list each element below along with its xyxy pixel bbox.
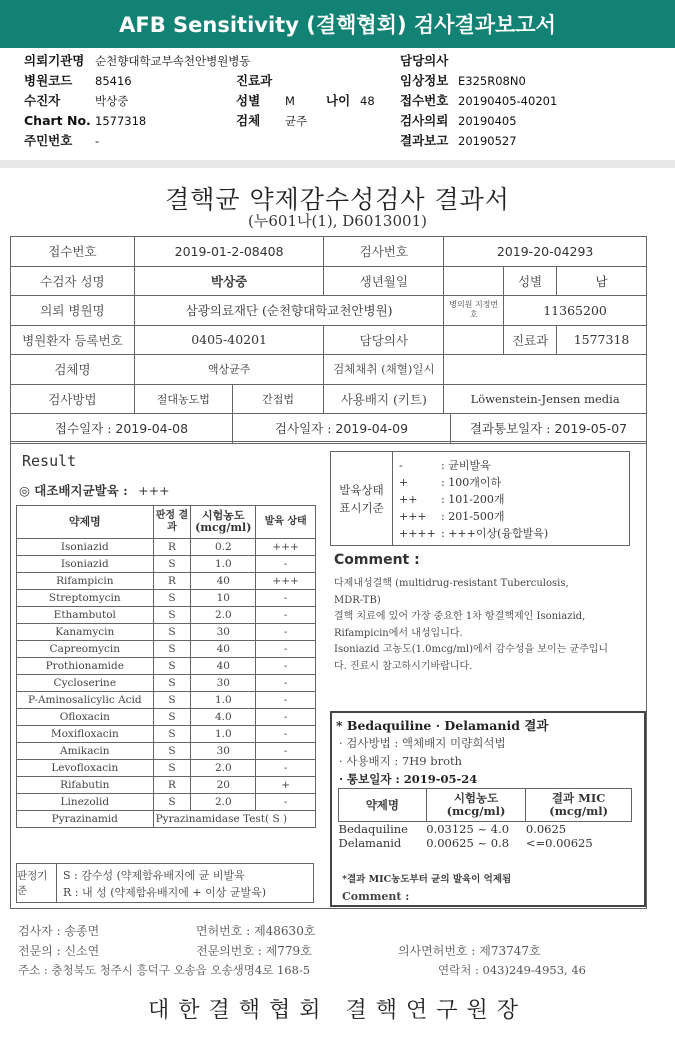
- drug-row: [17, 760, 316, 777]
- drug-conc: 40: [191, 641, 256, 658]
- receipt-value: 20190405-40201: [458, 94, 558, 108]
- notify-date-label: 결과통보일자 :: [469, 421, 551, 436]
- patient-label: 수진자: [24, 93, 61, 108]
- control-label: ◎ 대조배지균발육 :: [19, 483, 128, 498]
- bd-date: · 통보일자 : 2019-05-24: [339, 772, 478, 786]
- drug-name: Rifabutin: [17, 777, 154, 794]
- receipt-no-label: 접수번호: [11, 237, 135, 267]
- drug-conc: 40: [191, 573, 256, 590]
- drug-row: [17, 777, 316, 794]
- drug-name: Linezolid: [17, 794, 154, 811]
- comment-line: 다. 진료시 참고하시기바랍니다.: [334, 660, 473, 672]
- drug-result: S: [153, 760, 191, 777]
- drug-growth: -: [256, 607, 316, 624]
- drug-result: S: [153, 556, 191, 573]
- drug-row: [17, 624, 316, 641]
- control-growth: [19, 481, 170, 499]
- bd-row: [339, 822, 632, 837]
- legend-item: [399, 474, 548, 491]
- name-label: 수검자 성명: [11, 266, 135, 296]
- designated-no: 11365200: [504, 296, 647, 326]
- doc-title: 결핵균 약제감수성검사 결과서: [165, 185, 510, 214]
- spec-label: 전문의 :: [18, 944, 61, 958]
- drug-conc: 10: [191, 590, 256, 607]
- spec-no-label: 전문의번호 :: [196, 944, 262, 958]
- growth-legend: [330, 451, 630, 546]
- drug-conc: 1.0: [191, 692, 256, 709]
- info-row: [11, 296, 647, 326]
- tel-line: [438, 962, 586, 978]
- judge-col-header: 판정 결과: [153, 506, 191, 539]
- bd-mic-header: 결과 MIC (mcg/ml): [526, 789, 632, 822]
- clinical-label: 임상정보: [400, 73, 449, 88]
- drug-conc: 1.0: [191, 726, 256, 743]
- spec-line: [18, 942, 99, 959]
- recv-date-label: 접수일자 :: [54, 421, 112, 436]
- info-row: [11, 325, 647, 355]
- result-label: Result: [22, 452, 77, 470]
- drug-conc: 2.0: [191, 607, 256, 624]
- drug-name: Prothionamide: [17, 658, 154, 675]
- bd-table: [338, 788, 632, 850]
- judge-r: R : 내 성 (약제함유배지에 + 이상 균발육): [63, 886, 267, 899]
- drug-name: Rifampicin: [17, 573, 154, 590]
- tester-label: 검사자 :: [18, 924, 61, 938]
- drug-growth: -: [256, 624, 316, 641]
- doc-lic-line: [398, 942, 541, 959]
- drug-row: [17, 556, 316, 573]
- id-label: 주민번호: [24, 133, 73, 148]
- comment-text: [334, 576, 639, 675]
- spec: 신소연: [64, 944, 100, 958]
- pza-value: Pyrazinamidase Test( S ): [153, 811, 315, 828]
- doc-doctor-label: 담당의사: [324, 325, 444, 355]
- test-no-label: 검사번호: [324, 237, 444, 267]
- drug-conc: 2.0: [191, 760, 256, 777]
- drug-table-body: [17, 539, 316, 811]
- drug-growth: -: [256, 692, 316, 709]
- patient-name: 박상중: [134, 266, 323, 296]
- bd-title: * Bedaquiline · Delamanid 결과: [336, 718, 549, 733]
- bd-drug: Delamanid: [338, 836, 402, 850]
- drug-result: S: [153, 675, 191, 692]
- drug-growth: -: [256, 726, 316, 743]
- receipt-label: 접수번호: [400, 93, 449, 108]
- doc-specimen-label: 검체명: [11, 355, 135, 385]
- patient-value: 박상중: [95, 94, 129, 108]
- drug-name: Moxifloxacin: [17, 726, 154, 743]
- lic: 제48630호: [254, 924, 316, 938]
- doc-lic: 제73747호: [479, 944, 541, 958]
- hospital-name: 삼광의료재단 (순천향대학교천안병원): [134, 296, 443, 326]
- drug-row: [17, 709, 316, 726]
- designated-label: 병의원 지정번호: [444, 296, 504, 326]
- drug-conc: 30: [191, 743, 256, 760]
- id-value: -: [95, 134, 100, 148]
- judge-s: S : 감수성 (약제함유배지에 균 비발육: [63, 869, 245, 882]
- growth-col-header: 발육 상태: [256, 506, 316, 539]
- drug-row: [17, 607, 316, 624]
- drug-row: [17, 641, 316, 658]
- legend-desc: : 100개이하: [441, 476, 502, 489]
- legend-list: [399, 457, 548, 542]
- organization-name: 대한결핵협회 결핵연구원장: [147, 998, 528, 1023]
- report-value: 20190527: [458, 134, 517, 148]
- drug-growth: +++: [256, 539, 316, 556]
- info-row: [11, 384, 647, 414]
- bd-drug: Bedaquiline: [338, 822, 408, 836]
- collect-label: 검체채취 (채혈)일시: [324, 355, 444, 385]
- drug-name: Amikacin: [17, 743, 154, 760]
- pza-row: [17, 811, 316, 828]
- legend-desc: : 201-500개: [441, 510, 505, 523]
- drug-name: Cycloserine: [17, 675, 154, 692]
- drug-growth: -: [256, 675, 316, 692]
- drug-row: [17, 675, 316, 692]
- header-row-1: [24, 52, 664, 70]
- legend-desc: : 균비발육: [441, 459, 491, 472]
- addr-label: 주소 :: [18, 963, 48, 977]
- legend-desc: : +++이상(융합발육): [441, 527, 549, 540]
- bd-conc: 0.03125 ~ 4.0: [426, 822, 510, 836]
- drug-conc: 30: [191, 624, 256, 641]
- code-label: 병원코드: [24, 73, 73, 88]
- drug-growth: +++: [256, 573, 316, 590]
- drug-col-header: 약제명: [17, 506, 154, 539]
- drug-name: Levofloxacin: [17, 760, 154, 777]
- drug-conc: 4.0: [191, 709, 256, 726]
- drug-row: [17, 539, 316, 556]
- bd-drug-header: 약제명: [339, 789, 427, 822]
- drug-result: S: [153, 726, 191, 743]
- drug-result: S: [153, 692, 191, 709]
- specimen-value: 균주: [285, 114, 308, 128]
- dept-label: 진료과: [236, 73, 273, 88]
- sex-label: 성별: [236, 93, 261, 108]
- doc-specimen: 액상균주: [134, 355, 323, 385]
- drug-growth: -: [256, 760, 316, 777]
- bd-note: *결과 MIC농도부터 균의 발육이 억제됨: [342, 874, 512, 885]
- test-date: 2019-04-09: [335, 421, 409, 436]
- method-label: 검사방법: [11, 384, 135, 414]
- drug-row: [17, 743, 316, 760]
- bd-table-body: [339, 822, 632, 851]
- bd-method: · 검사방법 : 액체배지 미량희석법: [339, 736, 506, 750]
- age-value: 48: [360, 94, 375, 108]
- drug-growth: -: [256, 556, 316, 573]
- lic-line: [196, 922, 315, 939]
- drug-result: S: [153, 743, 191, 760]
- specimen-label: 검체: [236, 113, 261, 128]
- header-row-3: [24, 92, 664, 110]
- bd-comment: Comment :: [342, 890, 410, 903]
- bd-info: [339, 734, 506, 788]
- scanned-result-document: [0, 168, 675, 1040]
- hospital-label: 의뢰 병원명: [11, 296, 135, 326]
- request-label: 검사의뢰: [400, 113, 449, 128]
- doc-doctor-value: [444, 325, 504, 355]
- header-row-5: [24, 132, 664, 150]
- comment-line: 다제내성결핵 (multidrug-resistant Tuberculosis,: [334, 578, 569, 589]
- report-title: AFB Sensitivity (결핵협회) 검사결과보고서: [119, 13, 556, 37]
- legend-symbol: ++++: [399, 527, 436, 540]
- drug-result: S: [153, 607, 191, 624]
- info-row: [11, 414, 647, 444]
- drug-row: [17, 726, 316, 743]
- birth-label: 생년월일: [324, 266, 444, 296]
- drug-result: R: [153, 777, 191, 794]
- comment-label: Comment :: [334, 552, 420, 568]
- drug-row: [17, 590, 316, 607]
- patient-info-table: [10, 236, 647, 444]
- drug-result: S: [153, 590, 191, 607]
- drug-result: S: [153, 641, 191, 658]
- info-row: [11, 355, 647, 385]
- drug-conc: 0.2: [191, 539, 256, 556]
- judgment-criteria: [16, 863, 314, 903]
- info-row: [11, 266, 647, 296]
- report-label: 결과보고: [400, 133, 449, 148]
- pza-name: Pyrazinamid: [17, 811, 154, 828]
- drug-header-row: [17, 506, 316, 539]
- drug-growth: -: [256, 743, 316, 760]
- bd-header-row: [339, 789, 632, 822]
- tel-label: 연락처 :: [438, 963, 479, 977]
- test-date-box: [233, 414, 451, 443]
- test-no: 2019-20-04293: [444, 237, 647, 267]
- drug-growth: -: [256, 658, 316, 675]
- bd-conc-header: 시험농도 (mcg/ml): [426, 789, 526, 822]
- dates-cell: [11, 414, 647, 444]
- doc-sex: 남: [557, 266, 647, 296]
- drug-growth: -: [256, 641, 316, 658]
- age-label: 나이: [326, 93, 351, 108]
- legend-label: 발육상태 표시기준: [331, 452, 393, 545]
- comment-line: 결핵 치료에 있어 가장 중요한 1차 항결핵제인 Isoniazid,: [334, 611, 586, 622]
- doc-subtitle: (누601나(1), D6013001): [248, 212, 427, 230]
- media-value: Löwenstein-Jensen media: [444, 384, 647, 414]
- drug-growth: +: [256, 777, 316, 794]
- legend-desc: : 101-200개: [441, 493, 505, 506]
- drug-name: Isoniazid: [17, 539, 154, 556]
- judge-criteria-text: [63, 867, 266, 901]
- notify-date-box: [451, 414, 646, 443]
- legend-item: [399, 457, 548, 474]
- drug-growth: -: [256, 794, 316, 811]
- drug-row: [17, 692, 316, 709]
- doc-lic-label: 의사면허번호 :: [398, 944, 476, 958]
- receipt-no: 2019-01-2-08408: [134, 237, 323, 267]
- drug-name: Streptomycin: [17, 590, 154, 607]
- chart-label: Chart No.: [24, 113, 91, 128]
- section-divider: [0, 160, 675, 168]
- clinical-value: E325R08N0: [458, 74, 526, 88]
- comment-line: MDR-TB): [334, 594, 381, 606]
- drug-row: [17, 658, 316, 675]
- addr: 충청북도 청주시 흥덕구 오송읍 오송생명4로 168-5: [51, 963, 311, 977]
- drug-result: R: [153, 573, 191, 590]
- drug-name: Capreomycin: [17, 641, 154, 658]
- legend-symbol: -: [399, 459, 403, 472]
- drug-conc: 40: [191, 658, 256, 675]
- doc-sex-label: 성별: [504, 266, 557, 296]
- inst-value: 순천향대학교부속천안병원병동: [95, 54, 251, 68]
- header-row-2: [24, 72, 664, 90]
- drug-conc: 30: [191, 675, 256, 692]
- addr-line: [18, 962, 310, 978]
- drug-name: Isoniazid: [17, 556, 154, 573]
- legend-symbol: ++: [399, 493, 418, 506]
- drug-name: Ethambutol: [17, 607, 154, 624]
- conc-col-header: 시험농도 (mcg/ml): [191, 506, 256, 539]
- birth-value: [444, 266, 504, 296]
- doc-dept: 1577318: [557, 325, 647, 355]
- header-row-4: [24, 112, 664, 130]
- sex-value: M: [285, 94, 295, 108]
- notify-date: 2019-05-07: [554, 421, 628, 436]
- drug-conc: 20: [191, 777, 256, 794]
- bd-mic: <=0.00625: [525, 836, 593, 850]
- legend-item: [399, 525, 548, 542]
- comment-line: Rifampicin에서 내성입니다.: [334, 627, 463, 639]
- recv-date-box: [11, 414, 233, 443]
- report-title-banner: [0, 0, 675, 48]
- drug-table: [16, 505, 316, 828]
- info-row: [11, 237, 647, 267]
- comment-line: Isoniazid 고농도(1.0mcg/ml)에서 감수성을 보이는 균주입니: [334, 644, 609, 655]
- tester: 송종면: [64, 924, 100, 938]
- bd-conc: 0.00625 ~ 0.8: [426, 836, 510, 850]
- code-value: 85416: [95, 74, 132, 88]
- drug-name: Ofloxacin: [17, 709, 154, 726]
- drug-result: S: [153, 658, 191, 675]
- bd-row: [339, 836, 632, 850]
- control-value: +++: [138, 483, 170, 498]
- drug-result: S: [153, 624, 191, 641]
- legend-symbol: +: [399, 476, 409, 489]
- doctor-label: 담당의사: [400, 53, 449, 68]
- request-value: 20190405: [458, 114, 517, 128]
- recv-date: 2019-04-08: [115, 421, 189, 436]
- inst-label: 의뢰기관명: [24, 53, 85, 68]
- bd-media: · 사용배지 : 7H9 broth: [339, 754, 463, 768]
- lic-label: 면허번호 :: [196, 924, 251, 938]
- spec-no-line: [196, 942, 312, 959]
- test-date-label: 검사일자 :: [274, 421, 332, 436]
- drug-result: R: [153, 539, 191, 556]
- method-indirect: 간접법: [232, 384, 324, 414]
- legend-symbol: +++: [399, 510, 427, 523]
- drug-growth: -: [256, 709, 316, 726]
- drug-name: P-Aminosalicylic Acid: [17, 692, 154, 709]
- spec-no: 제779호: [265, 944, 312, 958]
- legend-item: [399, 491, 548, 508]
- method-absolute: 절대농도법: [134, 384, 232, 414]
- collect-value: [444, 355, 647, 385]
- drug-name: Kanamycin: [17, 624, 154, 641]
- drug-conc: 1.0: [191, 556, 256, 573]
- chart-value: 1577318: [95, 114, 147, 128]
- legend-item: [399, 508, 548, 525]
- reg-no: 0405-40201: [134, 325, 323, 355]
- tester-line: [18, 922, 99, 939]
- doc-dept-label: 진료과: [504, 325, 557, 355]
- bd-mic: 0.0625: [525, 822, 567, 836]
- media-label: 사용배지 (키트): [324, 384, 444, 414]
- drug-row: [17, 573, 316, 590]
- drug-row: [17, 794, 316, 811]
- judge-label: 판정기준: [17, 864, 57, 902]
- reg-label: 병원환자 등록번호: [11, 325, 135, 355]
- tel: 043)249-4953, 46: [482, 963, 586, 977]
- drug-conc: 2.0: [191, 794, 256, 811]
- drug-result: S: [153, 709, 191, 726]
- drug-growth: -: [256, 590, 316, 607]
- drug-result: S: [153, 794, 191, 811]
